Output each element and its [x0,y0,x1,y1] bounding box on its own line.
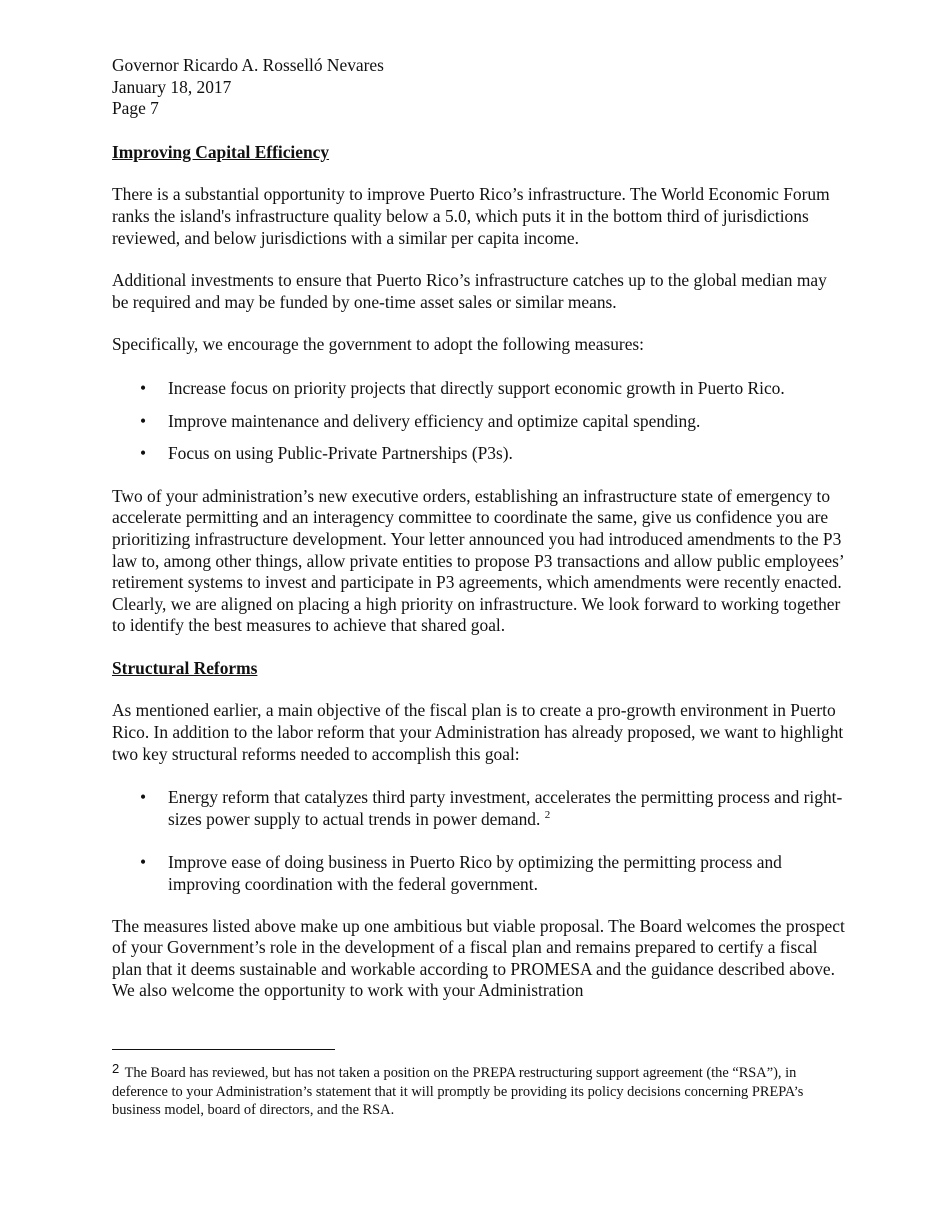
paragraph: Specifically, we encourage the government to adopt the following measures: [112,334,645,355]
recipient-line: Governor Ricardo A. Rosselló Nevares [112,55,384,75]
footnote-reference[interactable]: 2 [544,808,551,821]
bullet-icon: • [140,443,147,464]
list-item-text: Improve maintenance and delivery efficiency and optimize capital spending. [168,410,701,431]
bullet-icon: • [140,852,147,873]
page-number: Page 7 [112,98,159,119]
list-item-text: Energy reform that catalyzes third party investment, accelerates the permitting process and right-sizes power supply to actual trends in power demand. [168,787,843,829]
list-item-text: Focus on using Public-Private Partnerships (P3s). [168,443,513,464]
paragraph: There is a substantial opportunity to improve Puerto Rico’s infrastructure. The World Economic Forum ranks the island's infrastructure quality below a 5.0, which puts it in the bottom third of jurisdictions reviewed, and below jurisdictions with a similar per capita income. [112,184,830,248]
list-item-text: Increase focus on priority projects that directly support economic growth in Puerto Rico. [168,377,785,398]
paragraph: Two of your administration’s new executive orders, establishing an infrastructure state of emergency to accelerate permitting and an interagency committee to coordinate the same, give us confidence you are prioritizing infrastructure development. Your letter announced you had introduced amendments to the P3 law to, among other things, allow private entities to propose P3 transactions and allow public employees’ retirement systems to invest and participate in P3 agreements, which amendments were recently enacted. Clearly, we are aligned on placing a high priority on infrastructure. We look forward to working together to identify the best measures to achieve that shared goal. [112,485,844,636]
letter-header [112,55,847,120]
footnote-divider [112,1049,335,1050]
footnote-text: The Board has reviewed, but has not taken a position on the PREPA restructuring support agreement (the “RSA”), in deference to your Administration’s statement that it will promptly be providing its policy decisions concerning PREPA’s business model, board of directors, and the RSA. [112,1065,804,1119]
section-structural-reforms [112,658,847,1002]
bullet-list [112,787,847,895]
list-item [112,787,847,830]
letter-page [112,55,847,1002]
list-item [112,443,847,465]
footnote-mark: 2 [112,1061,120,1076]
list-item-text: Improve ease of doing business in Puerto Rico by optimizing the permitting process and improving coordination with the federal government. [168,852,782,895]
section-heading: Structural Reforms [112,657,258,678]
bullet-icon: • [140,410,147,431]
bullet-icon: • [140,377,147,398]
paragraph: Additional investments to ensure that Puerto Rico’s infrastructure catches up to the global median may be required and may be funded by one-time asset sales or similar means. [112,270,827,312]
bullet-icon: • [140,787,147,808]
date-line: January 18, 2017 [112,76,232,97]
section-capital-efficiency [112,142,847,637]
paragraph: As mentioned earlier, a main objective of the fiscal plan is to create a pro-growth environment in Puerto Rico. In addition to the labor reform that your Administration has already proposed, we want to highlight two key structural reforms needed to accomplish this goal: [112,700,844,764]
paragraph: The measures listed above make up one ambitious but viable proposal. The Board welcomes the prospect of your Government’s role in the development of a fiscal plan and remains prepared to certify a fiscal plan that it deems sustainable and workable according to PROMESA and the guidance described above. We also welcome the opportunity to work with your Administration [112,915,845,1001]
section-heading: Improving Capital Efficiency [112,141,330,162]
footnote [112,1060,847,1120]
list-item [112,411,847,433]
list-item [112,378,847,400]
list-item [112,852,847,895]
bullet-list [112,378,847,465]
